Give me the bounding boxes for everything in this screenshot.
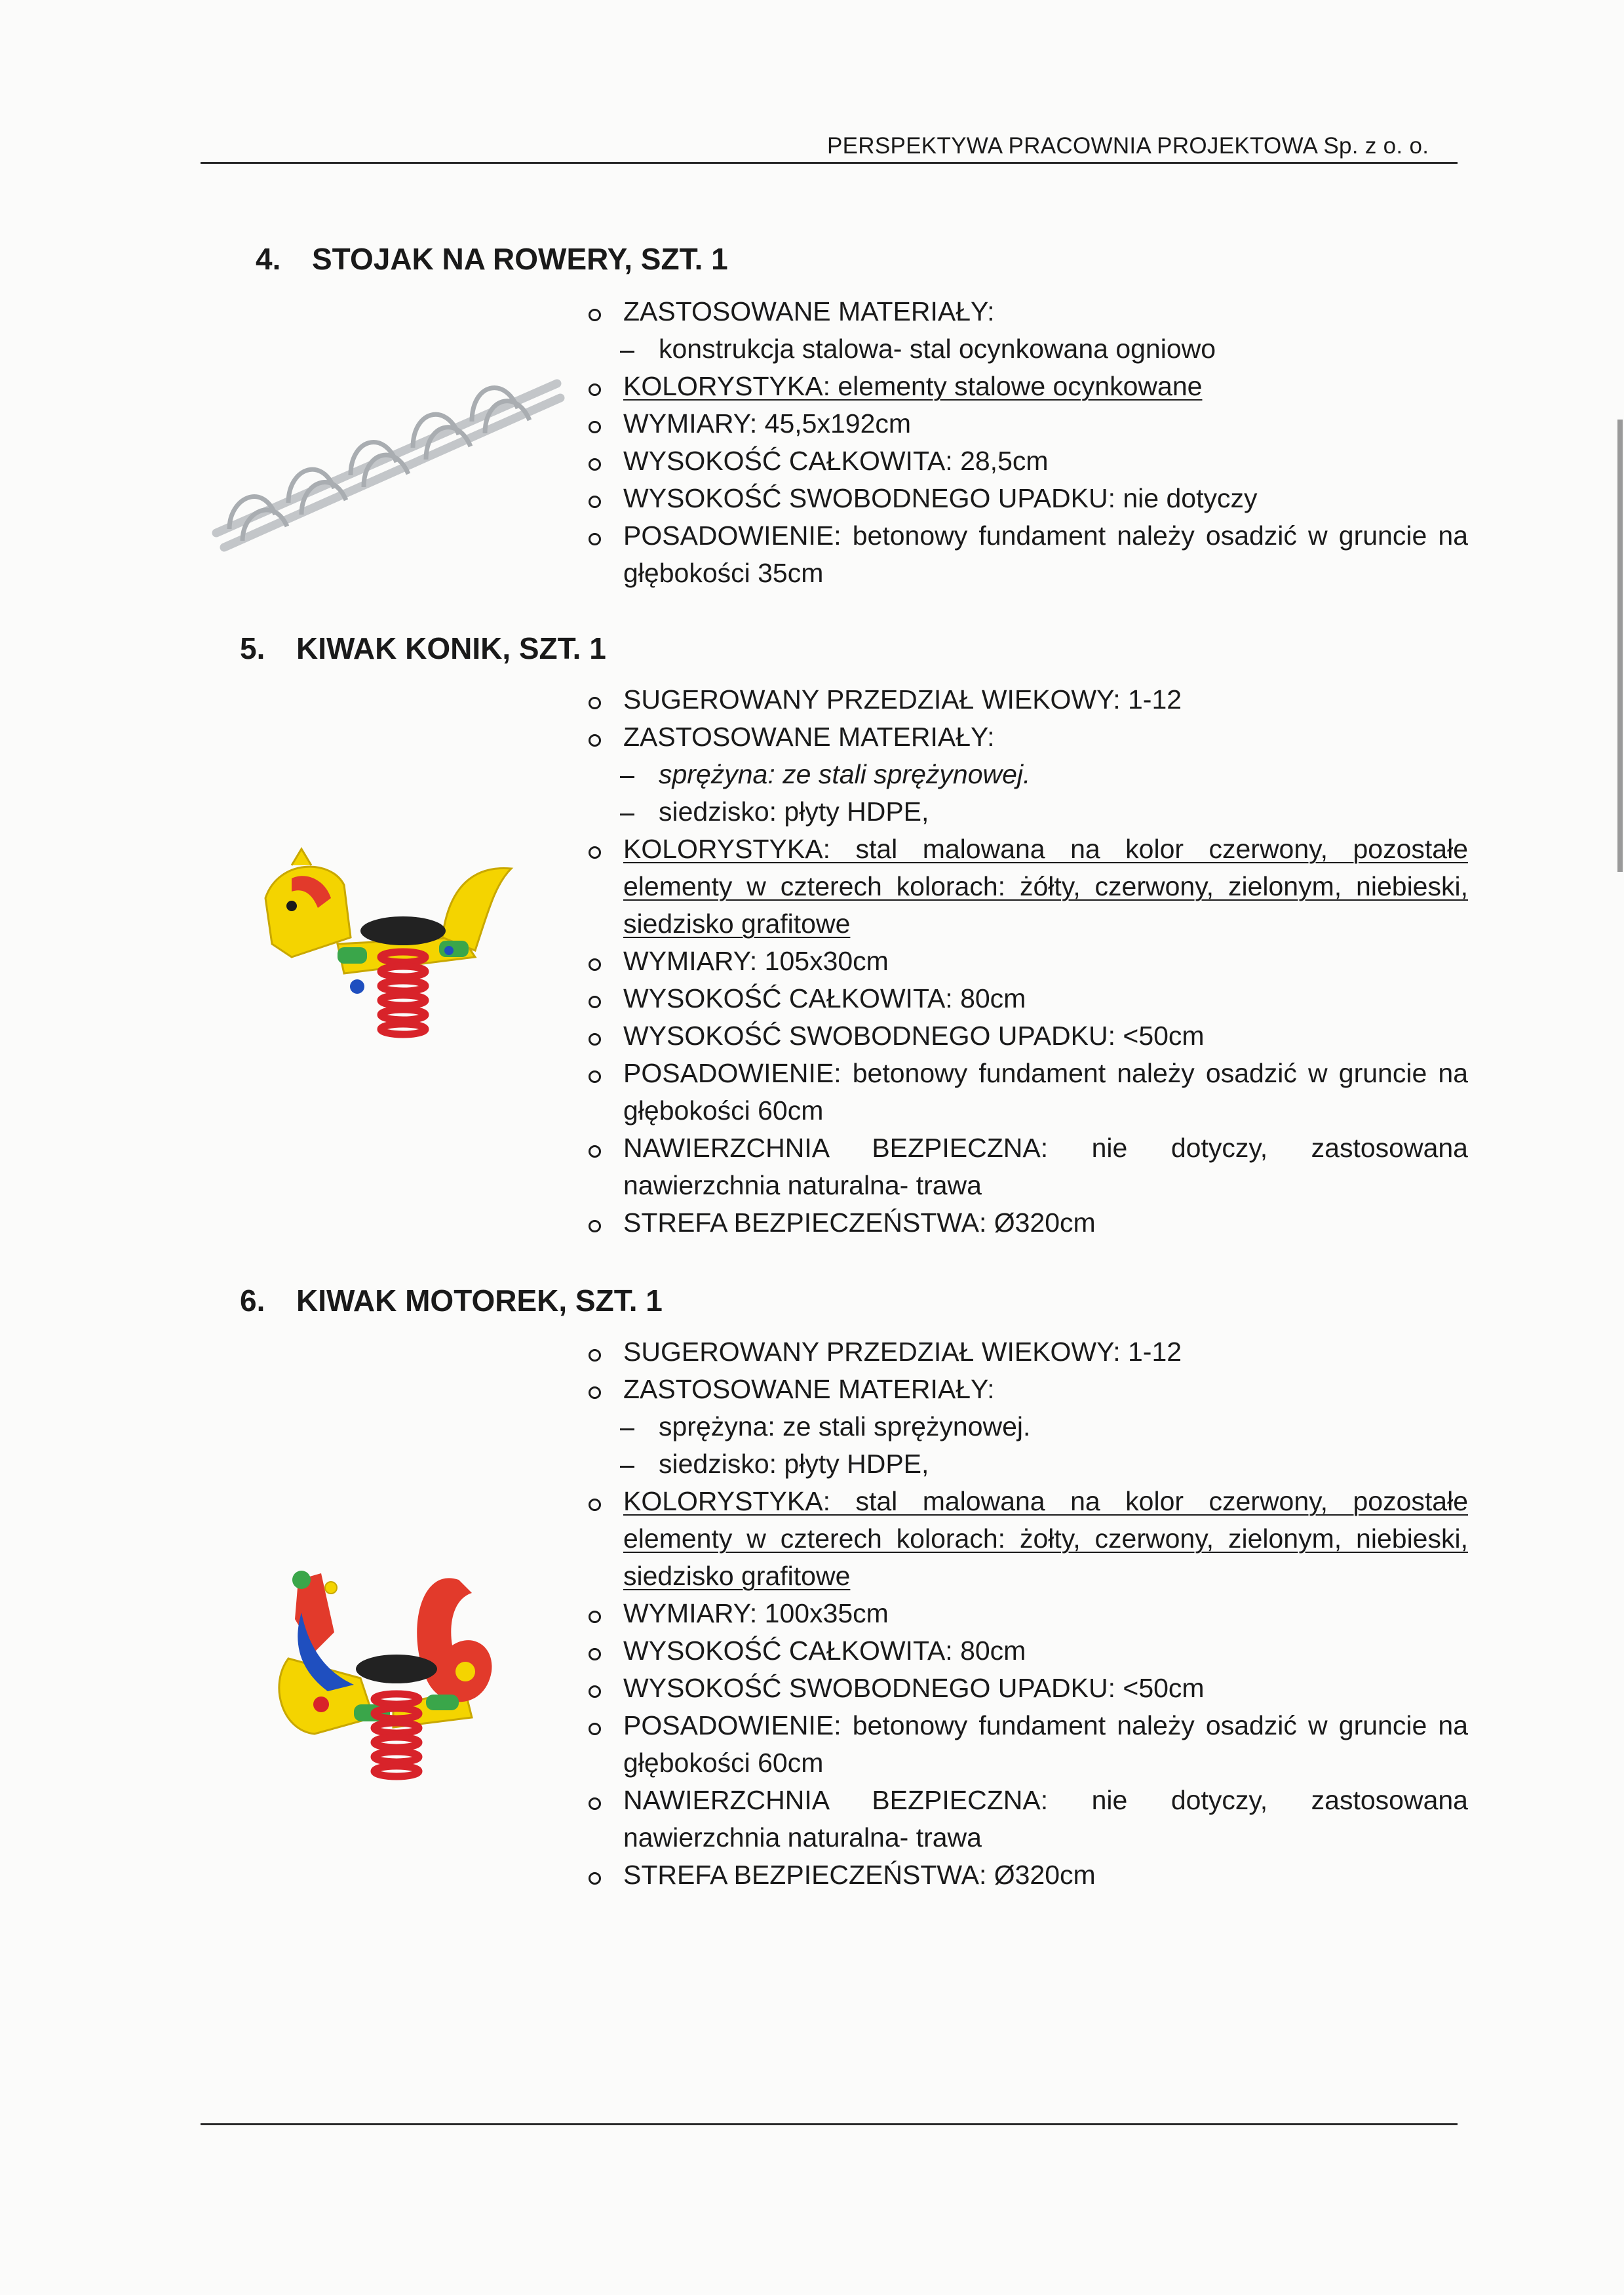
spring-rocker-motorbike-icon xyxy=(262,1554,511,1796)
list-item: siedzisko: płyty HDPE, xyxy=(587,1445,1468,1483)
section-4-list xyxy=(587,293,1468,592)
section-title-4 xyxy=(256,241,728,277)
list-item: SUGEROWANY PRZEDZIAŁ WIEKOWY: 1-12 xyxy=(587,681,1468,718)
list-item: sprężyna: ze stali sprężynowej. xyxy=(587,756,1468,793)
list-item: SUGEROWANY PRZEDZIAŁ WIEKOWY: 1-12 xyxy=(587,1333,1468,1371)
bike-rack-icon xyxy=(203,357,567,567)
list-item: POSADOWIENIE: betonowy fundament należy osadzić w gruncie na głębokości 35cm xyxy=(587,517,1468,592)
list-item: siedzisko: płyty HDPE, xyxy=(587,793,1468,831)
list-item: ZASTOSOWANE MATERIAŁY: xyxy=(587,718,1468,756)
list-item: sprężyna: ze stali sprężynowej. xyxy=(587,1408,1468,1445)
section-title-5 xyxy=(240,631,606,666)
section-5-list xyxy=(587,681,1468,1242)
footer-rule xyxy=(201,2123,1458,2125)
scan-edge-mark xyxy=(1617,420,1623,872)
list-item: STREFA BEZPIECZEŃSTWA: Ø320cm xyxy=(587,1204,1468,1242)
list-item: ZASTOSOWANE MATERIAŁY: xyxy=(587,293,1468,330)
section-number: 6. xyxy=(240,1284,265,1318)
section-6-list xyxy=(587,1333,1468,1894)
list-item: WYMIARY: 100x35cm xyxy=(587,1595,1468,1632)
section-title-6 xyxy=(240,1283,663,1318)
list-item: POSADOWIENIE: betonowy fundament należy osadzić w gruncie na głębokości 60cm xyxy=(587,1707,1468,1782)
section-number: 4. xyxy=(256,242,281,276)
list-item: KOLORYSTYKA: stal malowana na kolor czerwony, pozostałe elementy w czterech kolorach: żółty, czerwony, zielonym, niebieski, siedzisko grafitowe xyxy=(587,831,1468,943)
list-item: WYSOKOŚĆ SWOBODNEGO UPADKU: nie dotyczy xyxy=(587,480,1468,517)
header-company: PERSPEKTYWA PRACOWNIA PROJEKTOWA Sp. z o. o. xyxy=(827,133,1429,159)
section-title-text: KIWAK KONIK, SZT. 1 xyxy=(296,631,606,665)
list-item: STREFA BEZPIECZEŃSTWA: Ø320cm xyxy=(587,1856,1468,1894)
list-item: WYSOKOŚĆ CAŁKOWITA: 80cm xyxy=(587,1632,1468,1670)
list-item: NAWIERZCHNIA BEZPIECZNA: nie dotyczy, zastosowana nawierzchnia naturalna- trawa xyxy=(587,1129,1468,1204)
header-rule xyxy=(201,162,1458,164)
list-item: ZASTOSOWANE MATERIAŁY: xyxy=(587,1371,1468,1408)
list-item: POSADOWIENIE: betonowy fundament należy osadzić w gruncie na głębokości 60cm xyxy=(587,1055,1468,1129)
list-item: WYSOKOŚĆ CAŁKOWITA: 80cm xyxy=(587,980,1468,1017)
list-item: konstrukcja stalowa- stal ocynkowana ogniowo xyxy=(587,330,1468,368)
section-number: 5. xyxy=(240,631,265,665)
spring-rocker-horse-icon xyxy=(252,846,528,1055)
list-item: NAWIERZCHNIA BEZPIECZNA: nie dotyczy, zastosowana nawierzchnia naturalna- trawa xyxy=(587,1782,1468,1856)
list-item: WYSOKOŚĆ SWOBODNEGO UPADKU: <50cm xyxy=(587,1017,1468,1055)
list-item: WYMIARY: 45,5x192cm xyxy=(587,405,1468,442)
list-item: WYSOKOŚĆ CAŁKOWITA: 28,5cm xyxy=(587,442,1468,480)
list-item: KOLORYSTYKA: stal malowana na kolor czerwony, pozostałe elementy w czterech kolorach: żołty, czerwony, zielonym, niebieski, siedzisko grafitowe xyxy=(587,1483,1468,1595)
list-item: WYSOKOŚĆ SWOBODNEGO UPADKU: <50cm xyxy=(587,1670,1468,1707)
list-item: WYMIARY: 105x30cm xyxy=(587,943,1468,980)
section-title-text: KIWAK MOTOREK, SZT. 1 xyxy=(296,1284,663,1318)
list-item: KOLORYSTYKA: elementy stalowe ocynkowane xyxy=(587,368,1468,405)
section-title-text: STOJAK NA ROWERY, SZT. 1 xyxy=(312,242,728,276)
